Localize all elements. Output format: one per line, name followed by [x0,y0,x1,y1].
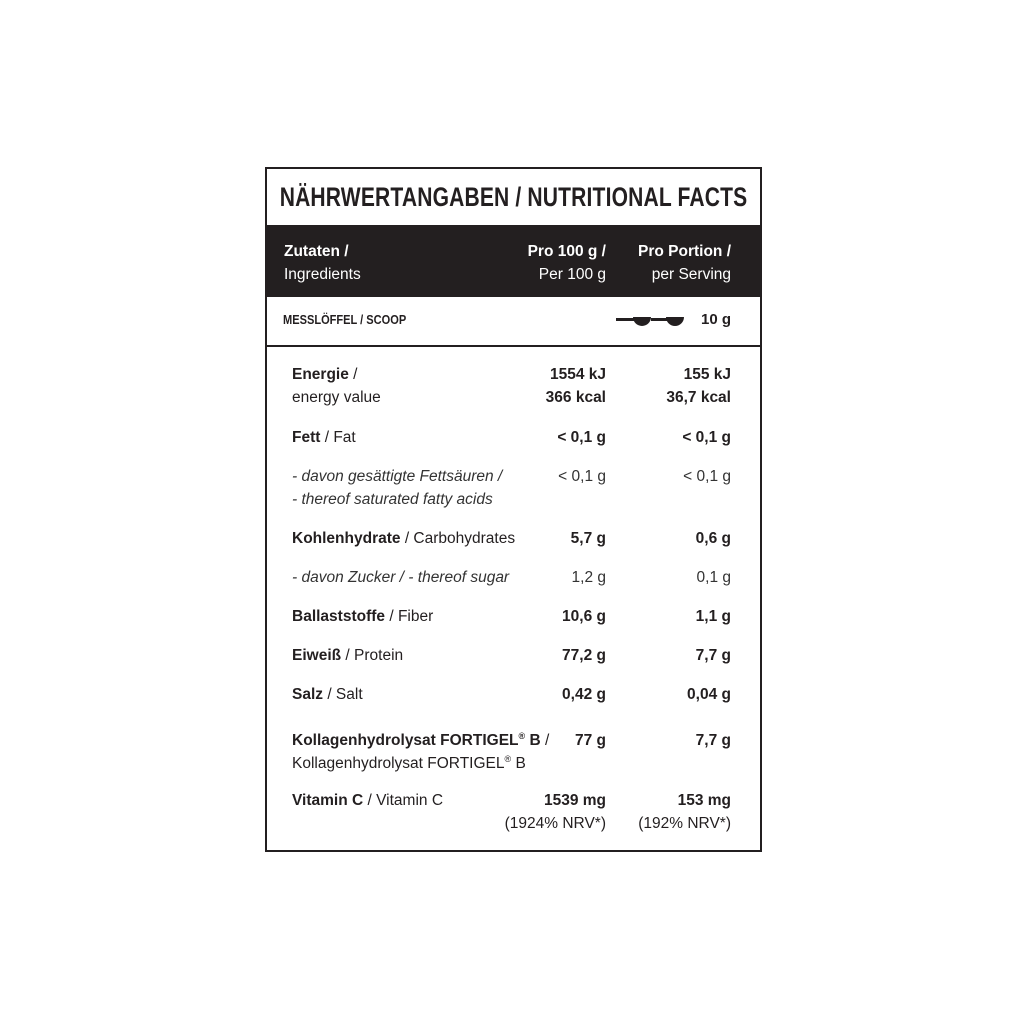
nutrient-name-en: Kollagenhydrolysat FORTIGEL [292,755,505,772]
nutrient-name [292,683,363,706]
header-per-serving-en: per Serving [651,266,731,283]
scoop-value: 10 g [700,311,731,328]
registered-mark: ® [504,753,512,764]
nutrient-name-sep: / [540,732,550,749]
value-per-100g: < 0,1 g [557,429,606,446]
registered-mark: ® [518,730,526,741]
nutrient-name-en: / Carbohydrates [400,530,516,547]
value-per-serving: 0,1 g [696,569,731,586]
nutrient-name [292,605,433,628]
value-per-100g [546,363,606,409]
label-title: NÄHRWERTANGABEN / NUTRITIONAL FACTS [279,181,748,212]
nutrient-name-en: energy value [292,389,381,406]
nutrient-name [292,729,549,775]
nutrient-name-en: / Fiber [385,608,434,625]
value-kcal: 36,7 kcal [666,389,731,406]
header-per-100g-de: Pro 100 g / [527,243,606,260]
nutrient-name-en: - thereof saturated fatty acids [292,491,493,508]
value-per-100g: 77,2 g [562,647,606,664]
nutrient-name [292,527,515,550]
value-per-100g: 10,6 g [562,608,606,625]
value-per-serving: 7,7 g [695,647,731,664]
nutrient-name-en: / Protein [341,647,404,664]
nutrient-name-de: - davon gesättigte Fettsäuren / [292,468,503,485]
value-per-100g: 1,2 g [571,569,606,586]
header-per-serving-de: Pro Portion / [638,243,731,260]
nutrient-name [292,426,356,449]
value-per-100g [505,789,606,835]
nutrient-name [292,465,502,511]
nutrient-name [292,644,403,667]
value-per-serving [666,363,731,409]
measuring-scoop-icon [616,310,692,332]
nutrient-name: - davon Zucker / - thereof sugar [292,569,510,586]
nutrient-name-de: Eiweiß [292,647,342,664]
value-mg: 1539 mg [543,792,606,809]
nutrient-name-de: Kohlenhydrate [292,530,401,547]
nutrient-name [292,363,381,409]
nutrient-name [292,789,443,812]
value-per-100g: 5,7 g [570,530,606,547]
nutrient-name-sep: / [348,366,358,383]
header-per-serving [638,240,731,286]
value-kcal: 366 kcal [545,389,606,406]
value-per-serving: 1,1 g [695,608,731,625]
value-per-100g: 77 g [574,732,606,749]
nutrient-name-en: / Fat [320,429,356,446]
value-per-100g: < 0,1 g [558,468,606,485]
nutrient-name-de-suffix: B [525,732,541,749]
nutrient-name-de: Fett [292,429,321,446]
header-per-100g-en: Per 100 g [538,266,606,283]
value-per-serving: < 0,1 g [682,429,731,446]
scoop-label: MESSLÖFFEL / SCOOP [283,312,407,327]
header-ingredients [284,240,361,286]
nutrient-name-de: Vitamin C [292,792,364,809]
value-per-100g: 0,42 g [562,686,606,703]
value-nrv: (1924% NRV*) [504,815,606,832]
nutrient-name-en: / Salt [323,686,363,703]
header-ingredients-de: Zutaten / [284,243,349,260]
header-per-100g [528,240,606,286]
scoop-row [267,297,760,347]
value-kj: 155 kJ [683,366,731,383]
nutrient-name-en: / Vitamin C [363,792,444,809]
nutrient-name-de: Salz [292,686,324,703]
value-mg: 153 mg [677,792,731,809]
scoop-icons [616,310,692,337]
value-nrv: (192% NRV*) [638,815,731,832]
value-per-serving [638,789,731,835]
value-per-serving: 0,04 g [687,686,731,703]
value-per-serving: < 0,1 g [683,468,731,485]
nutrient-name-de: Energie [292,366,349,383]
value-per-serving: 7,7 g [695,732,731,749]
nutrient-name-de: Ballaststoffe [292,608,386,625]
value-kj: 1554 kJ [549,366,606,383]
nutrient-name-de: Kollagenhydrolysat FORTIGEL [292,732,519,749]
value-per-serving: 0,6 g [695,530,731,547]
table-header [267,225,760,297]
nutrition-label [265,167,762,852]
nutrient-name-en-suffix: B [511,755,526,772]
header-ingredients-en: Ingredients [284,266,361,283]
